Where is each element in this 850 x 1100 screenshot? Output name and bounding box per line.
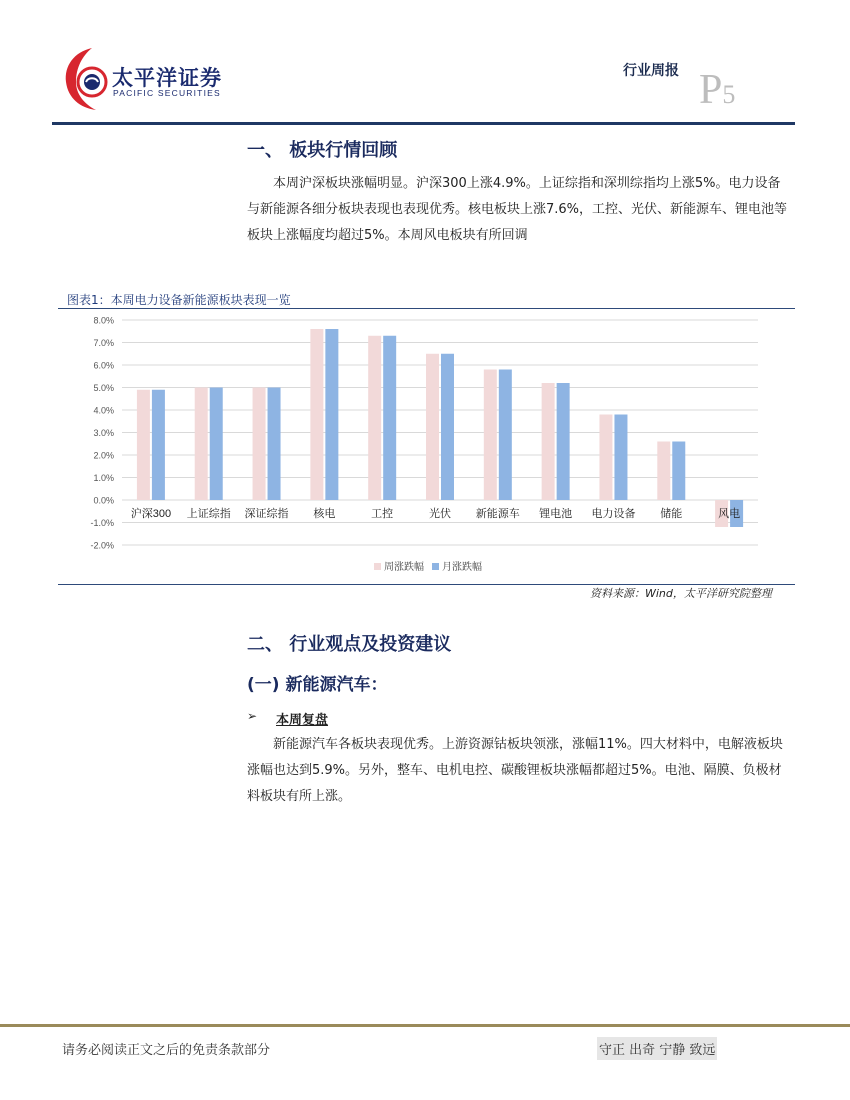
category-label: 上证综指 [186,508,231,520]
logo-english-name: PACIFIC SECURITIES [113,88,221,98]
bar-weekly [542,383,555,500]
y-tick-label: 3.0% [93,428,114,438]
y-tick-label: 8.0% [93,315,114,326]
bar-weekly [368,336,381,500]
bar-monthly [210,388,223,501]
footer-motto: 守正 出奇 宁静 致远 [597,1037,717,1060]
logo-chinese-name: 太平洋证券 [112,66,222,90]
category-label: 深证综指 [244,508,289,520]
bar-monthly [499,370,512,501]
bar-monthly [557,383,570,500]
y-tick-label: -2.0% [90,540,114,551]
bar-monthly [152,390,165,500]
category-label: 电力设备 [591,508,636,520]
bar-monthly [325,329,338,500]
bar-monthly [268,388,281,501]
category-label: 新能源车 [475,508,520,520]
category-label: 沪深300 [130,508,172,520]
bar-weekly [657,442,670,501]
category-label: 储能 [660,508,683,520]
bullet-arrow-icon: ➢ [247,709,258,723]
company-logo [62,44,232,114]
category-label: 工控 [371,508,394,520]
legend-label: 月涨跌幅 [442,562,482,573]
page-letter: P [699,67,723,113]
bar-weekly [137,390,150,500]
y-tick-label: 2.0% [93,450,114,461]
category-label: 风电 [718,508,741,520]
bar-weekly [426,354,439,500]
figure-source: 资料来源：Wind，太平洋研究院整理 [590,587,772,600]
legend-label: 周涨跌幅 [384,562,424,573]
category-label: 锂电池 [539,508,573,520]
figure-title-bar [58,291,795,309]
bar-monthly [383,336,396,500]
page-digit: 5 [722,80,736,109]
y-tick-label: 1.0% [93,473,114,483]
header-divider [52,122,795,125]
page-number [699,66,735,114]
sector-performance-chart [58,310,795,582]
figure-title: 图表1：本周电力设备新能源板块表现一览 [67,293,291,307]
bar-monthly [614,415,627,501]
y-tick-label: 5.0% [93,383,114,393]
footer-divider [0,1024,850,1027]
category-label: 核电 [313,508,336,520]
section1-paragraph: 本周沪深板块涨幅明显。沪深300上涨4.9%。上证综指和深圳综指均上涨5%。电力设备与新能源各细分板块表现也表现优秀。核电板块上涨7.6%，工控、光伏、新能源车、锂电池等板块上涨幅度均超过5%。本周风电板块有所回调 [247,176,788,243]
bar-weekly [195,388,208,501]
bar-weekly [599,415,612,501]
y-tick-label: 4.0% [93,405,114,416]
subsection-heading: (一) 新能源汽车： [247,675,388,695]
bar-weekly [484,370,497,501]
y-tick-label: -1.0% [90,518,114,528]
bullet-label: 本周复盘 [276,713,329,728]
bar-monthly [441,354,454,500]
y-tick-label: 6.0% [93,360,114,371]
legend-swatch [432,563,439,570]
report-type-label: 行业周报 [623,63,679,79]
logo-emblem-icon [62,44,108,114]
section2-paragraph: 新能源汽车各板块表现优秀。上游资源钴板块领涨，涨幅11%。四大材料中，电解液板块涨幅也达到5.9%。另外，整车、电机电控、碳酸锂板块涨幅都超过5%。电池、隔膜、负极材料板块有所上涨。 [247,737,783,804]
section2-heading: 二、 行业观点及投资建议 [247,634,452,655]
y-tick-label: 7.0% [93,338,114,348]
category-label: 光伏 [429,508,451,520]
bar-weekly [310,329,323,500]
footer-disclaimer: 请务必阅读正文之后的免责条款部分 [62,1043,271,1058]
bar-monthly [672,442,685,501]
section1-heading: 一、 板块行情回顾 [247,140,398,161]
bar-weekly [253,388,266,501]
legend-swatch [374,563,381,570]
y-tick-label: 0.0% [93,495,114,506]
